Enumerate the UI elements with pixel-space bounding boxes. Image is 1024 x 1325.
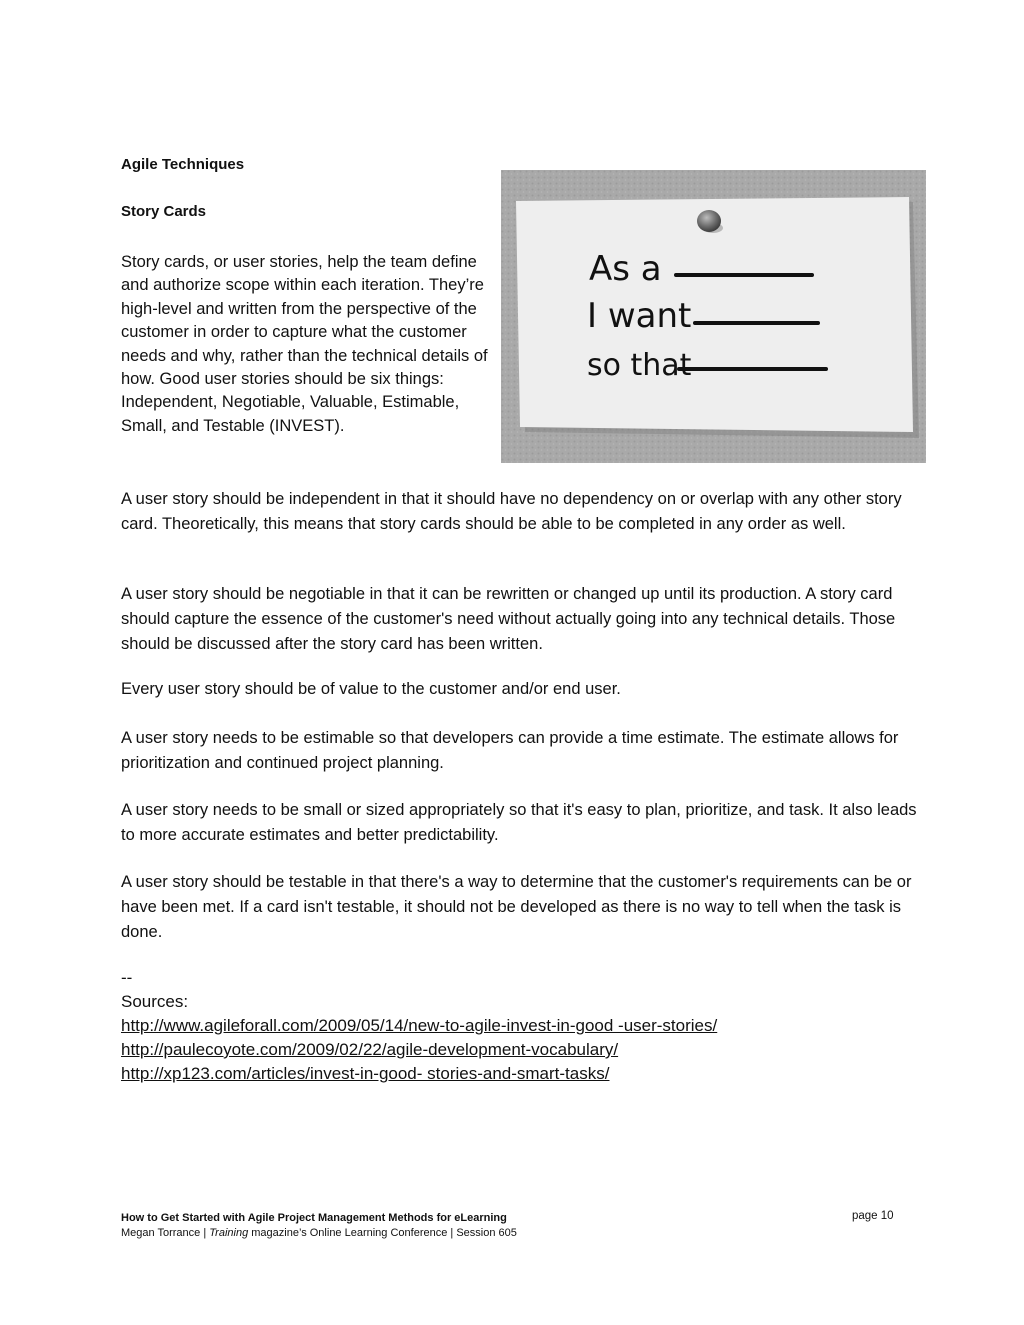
pushpin-icon: [697, 210, 721, 232]
sources-separator: --: [121, 968, 133, 987]
card-line-as-a: As a: [589, 249, 662, 289]
footer-subtitle: [121, 1226, 517, 1241]
card-line-so-that: so that: [587, 348, 692, 383]
page-footer: [121, 1211, 517, 1241]
footer-magazine: Training: [209, 1227, 249, 1239]
paragraph-independent: A user story should be independent in that it should have no dependency on or overlap with any other story card. Theoretically, this means that story cards should be able to be completed in any order as well.: [121, 490, 902, 533]
card-line-i-want: I want: [587, 296, 692, 336]
paragraph-valuable: Every user story should be of value to the customer and/or end user.: [121, 680, 621, 698]
paragraph-small: A user story needs to be small or sized appropriately so that it's easy to plan, prioritize, and task. It also leads to more accurate estimates and better predictability.: [121, 801, 917, 844]
footer-author: Megan Torrance |: [121, 1227, 210, 1239]
sources-label: Sources:: [121, 992, 189, 1011]
source-link-xp123[interactable]: http://xp123.com/articles/invest-in-good- stories-and-smart-tasks/: [121, 1064, 610, 1083]
paragraph-testable: A user story should be testable in that there's a way to determine that the customer's requirements can be or have been met. If a card isn't testable, it should not be developed as there is no way to tell when the task is done.: [121, 873, 912, 941]
footer-conference: magazine’s Online Learning Conference | Session 605: [248, 1227, 517, 1239]
footer-title: How to Get Started with Agile Project Management Methods for eLearning: [121, 1212, 507, 1224]
page-title: Agile Techniques: [121, 156, 245, 173]
page-number: page 10: [852, 1210, 894, 1222]
paragraph-estimable: A user story needs to be estimable so that developers can provide a time estimate. The estimate allows for prioritization and continued project planning.: [121, 729, 899, 772]
source-link-paulecoyote[interactable]: http://paulecoyote.com/2009/02/22/agile-development-vocabulary/: [121, 1040, 619, 1059]
paragraph-negotiable: A user story should be negotiable in that it can be rewritten or changed up until its production. A story card should capture the essence of the customer's need without actually going into any technical details. Those should be discussed after the story card has been written.: [121, 585, 896, 653]
intro-paragraph: Story cards, or user stories, help the team define and authorize scope within each iteration. They’re high-level and written from the perspective of the customer in order to capture what the customer needs and why, rather than the technical details of how. Good user stories should be six things: Independent, Negotiable, Valuable, Estimable, Small, and Testable (INVEST).: [121, 253, 488, 435]
source-link-agileforall[interactable]: http://www.agileforall.com/2009/05/14/new-to-agile-invest-in-good -user-stories/: [121, 1016, 718, 1035]
sources-block: [121, 966, 921, 1086]
section-heading: Story Cards: [121, 203, 207, 220]
story-card-photo: [501, 170, 926, 463]
